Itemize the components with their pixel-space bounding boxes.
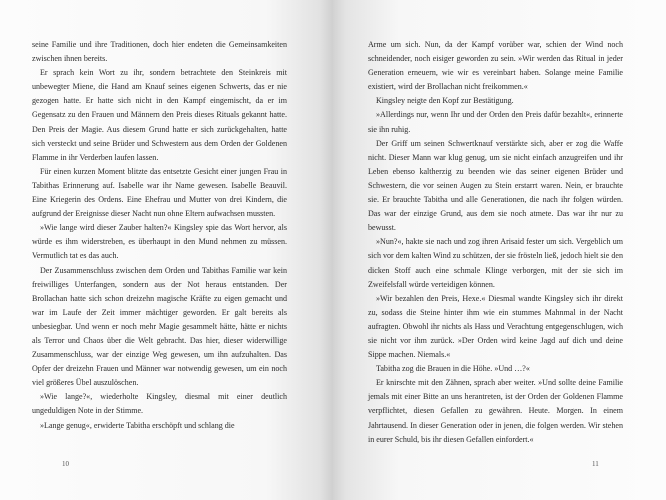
left-page-text bbox=[32, 38, 287, 433]
paragraph: »Wir bezahlen den Preis, Hexe.« Diesmal wandte Kingsley sich ihr direkt zu, sodass die Steine hinter ihm wie ein stummes Mahnmal in der Nacht aufragten. Obwohl ihr nichts als Hass und Verachtung entgegenschlugen, wich sie nicht vor ihm zurück. »Der Orden wird keine Jagd auf dich und deine Sippe machen. Niemals.« bbox=[368, 293, 623, 360]
paragraph: Für einen kurzen Moment blitzte das entsetzte Gesicht einer jungen Frau in Tabithas Erinnerung auf. Isabelle war ihr Name gewesen. Isabelle Beauvil. Eine Kriegerin des Ordens. Eine Ehefrau und Mutter von drei Kindern, die aufgrund der Ereignisse dieser Nacht nun ohne Eltern aufwachsen mussten. bbox=[32, 166, 287, 219]
paragraph: »Nun?«, hakte sie nach und zog ihren Arisaid fester um sich. Vergeblich um sich vor dem kalten Wind zu schützen, der sie frösteln ließ, jedoch hielt sie den dicken Stoff auch eine schmale Klinge verborgen, mit der sie sich im Zweifelsfall würde verteidigen können. bbox=[368, 237, 623, 289]
paragraph: »Wie lange wird dieser Zauber halten?« Kingsley spie das Wort hervor, als würde es ihm widerstreben, es überhaupt in den Mund nehmen zu müssen. Vermutlich tat es das auch. bbox=[32, 223, 287, 261]
paragraph: Er knirschte mit den Zähnen, sprach aber weiter. »Und sollte deine Familie jemals mit einer Bitte an uns herantreten, ist der Orden der Goldenen Flamme verpflichtet, diesen Gefallen zu gewähren. Heute. Morgen. In einem Jahrtausend. In dieser Generation oder in jenen, die folgen werden. Wir stehen in eurer Schuld, bis ihr diesen Gefallen einfordert.« bbox=[368, 378, 623, 444]
paragraph: Der Griff um seinen Schwertknauf verstärkte sich, aber er zog die Waffe nicht. Dieser Mann war klug genug, um sie nicht einfach anzugreifen und ihr Leben ebenso kaltherzig zu beenden wie das seiner eigenen Brüder und Schwestern, die vor seinen Augen zu Stein erstarrt waren. Nein, er brauchte sie. Er brauchte Tabitha und alle Generationen, die nach ihr folgen würden. Das war der einzige Grund, aus dem sie noch atmete. Das war ihr nur zu bewusst. bbox=[368, 138, 623, 233]
paragraph: »Wie lange?«, wiederholte Kingsley, diesmal mit einer deutlich ungeduldigen Note in der Stimme. bbox=[32, 392, 287, 416]
paragraph: seine Familie und ihre Traditionen, doch hier endeten die Gemeinsamkeiten zwischen ihnen bereits. bbox=[32, 40, 287, 64]
page-number-right: 11 bbox=[592, 460, 599, 468]
page-number-left: 10 bbox=[62, 460, 69, 468]
paragraph: »Allerdings nur, wenn Ihr und der Orden den Preis dafür bezahlt«, erinnerte sie ihn ruhig. bbox=[368, 110, 623, 134]
paragraph: Tabitha zog die Brauen in die Höhe. »Und …?« bbox=[376, 364, 530, 374]
right-page bbox=[333, 0, 666, 500]
paragraph: Der Zusammenschluss zwischen dem Orden und Tabithas Familie war kein freiwilliges Unterfangen, sondern aus der Not heraus entstanden. Der Brollachan hatte sich schon dreizehn magische Kräfte zu eigen gemacht und war im Laufe der Zeit immer mächtiger geworden. Er galt bereits als unbesiegbar. Und wenn er noch mehr Magie gesammelt hätte, hätte er nichts als Terror und Chaos über die Welt gebracht. Das hier, dieser widerwillige Zusammenschluss, war der einzige Weg gewesen, um ihn aufzuhalten. Das Opfer der dreizehn Frauen und Männer war notwendig gewesen, um ein noch viel größeres Übel auszulöschen. bbox=[32, 265, 287, 388]
paragraph: »Lange genug«, erwiderte Tabitha erschöpft und schlang die bbox=[40, 420, 235, 430]
right-page-text bbox=[368, 38, 623, 447]
paragraph: Er sprach kein Wort zu ihr, sondern betrachtete den Steinkreis mit unbewegter Miene, die Hand am Knauf seines eigenen Schwerts, das er nie gezogen hatte. Er hatte sich nicht in den Kampf eingemischt, da er im Gegensatz zu den Frauen und Männern den Preis dieses Rituals gekannt hatte. Den Preis der Magie. Aus diesem Grund hatte er sich zurückgehalten, hatte sich versteckt und seine Brüder und Schwestern aus dem Orden der Goldenen Flamme in ihr Verderben laufen lassen. bbox=[32, 68, 287, 162]
paragraph: Kingsley neigte den Kopf zur Bestätigung. bbox=[376, 96, 514, 106]
paragraph: Arme um sich. Nun, da der Kampf vorüber war, schien der Wind noch schneidender, noch eisiger geworden zu sein. »Wir werden das Ritual in jeder Generation erneuern, wie wir es vereinbart haben. Solange meine Familie existiert, wird der Brollachan nicht freikommen.« bbox=[368, 40, 623, 92]
